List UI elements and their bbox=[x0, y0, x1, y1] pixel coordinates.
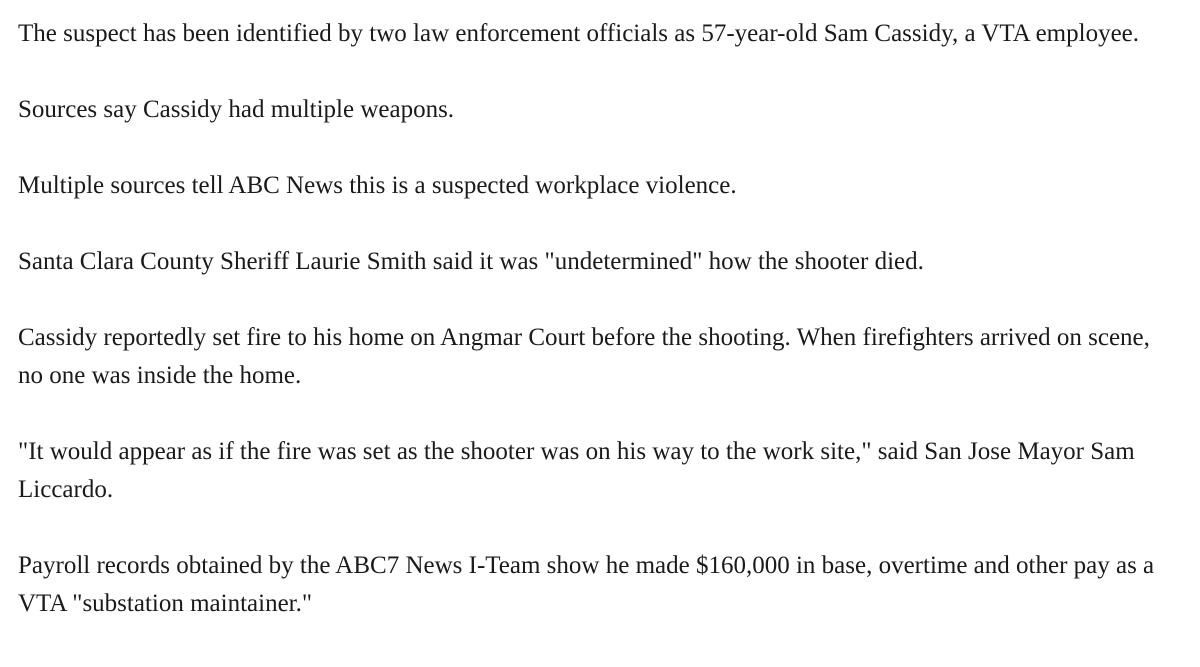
article-paragraph: The suspect has been identified by two law enforcement officials as 57-year-old Sam Cassidy, a VTA employee. bbox=[18, 20, 1140, 47]
article-paragraph: Cassidy reportedly set fire to his home on Angmar Court before the shooting. When firefighters arrived on scene, no one was inside the home. bbox=[18, 324, 1150, 389]
article-paragraph: Payroll records obtained by the ABC7 News I-Team show he made $160,000 in base, overtime and other pay as a VTA "substation maintainer." bbox=[18, 552, 1155, 617]
article-paragraph: Sources say Cassidy had multiple weapons. bbox=[18, 96, 455, 123]
article-paragraph: "It would appear as if the fire was set as the shooter was on his way to the work site," said San Jose Mayor Sam Liccardo. bbox=[18, 438, 1135, 503]
article-paragraph: Santa Clara County Sheriff Laurie Smith said it was "undetermined" how the shooter died. bbox=[18, 248, 924, 275]
article-paragraph: Multiple sources tell ABC News this is a suspected workplace violence. bbox=[18, 172, 737, 199]
